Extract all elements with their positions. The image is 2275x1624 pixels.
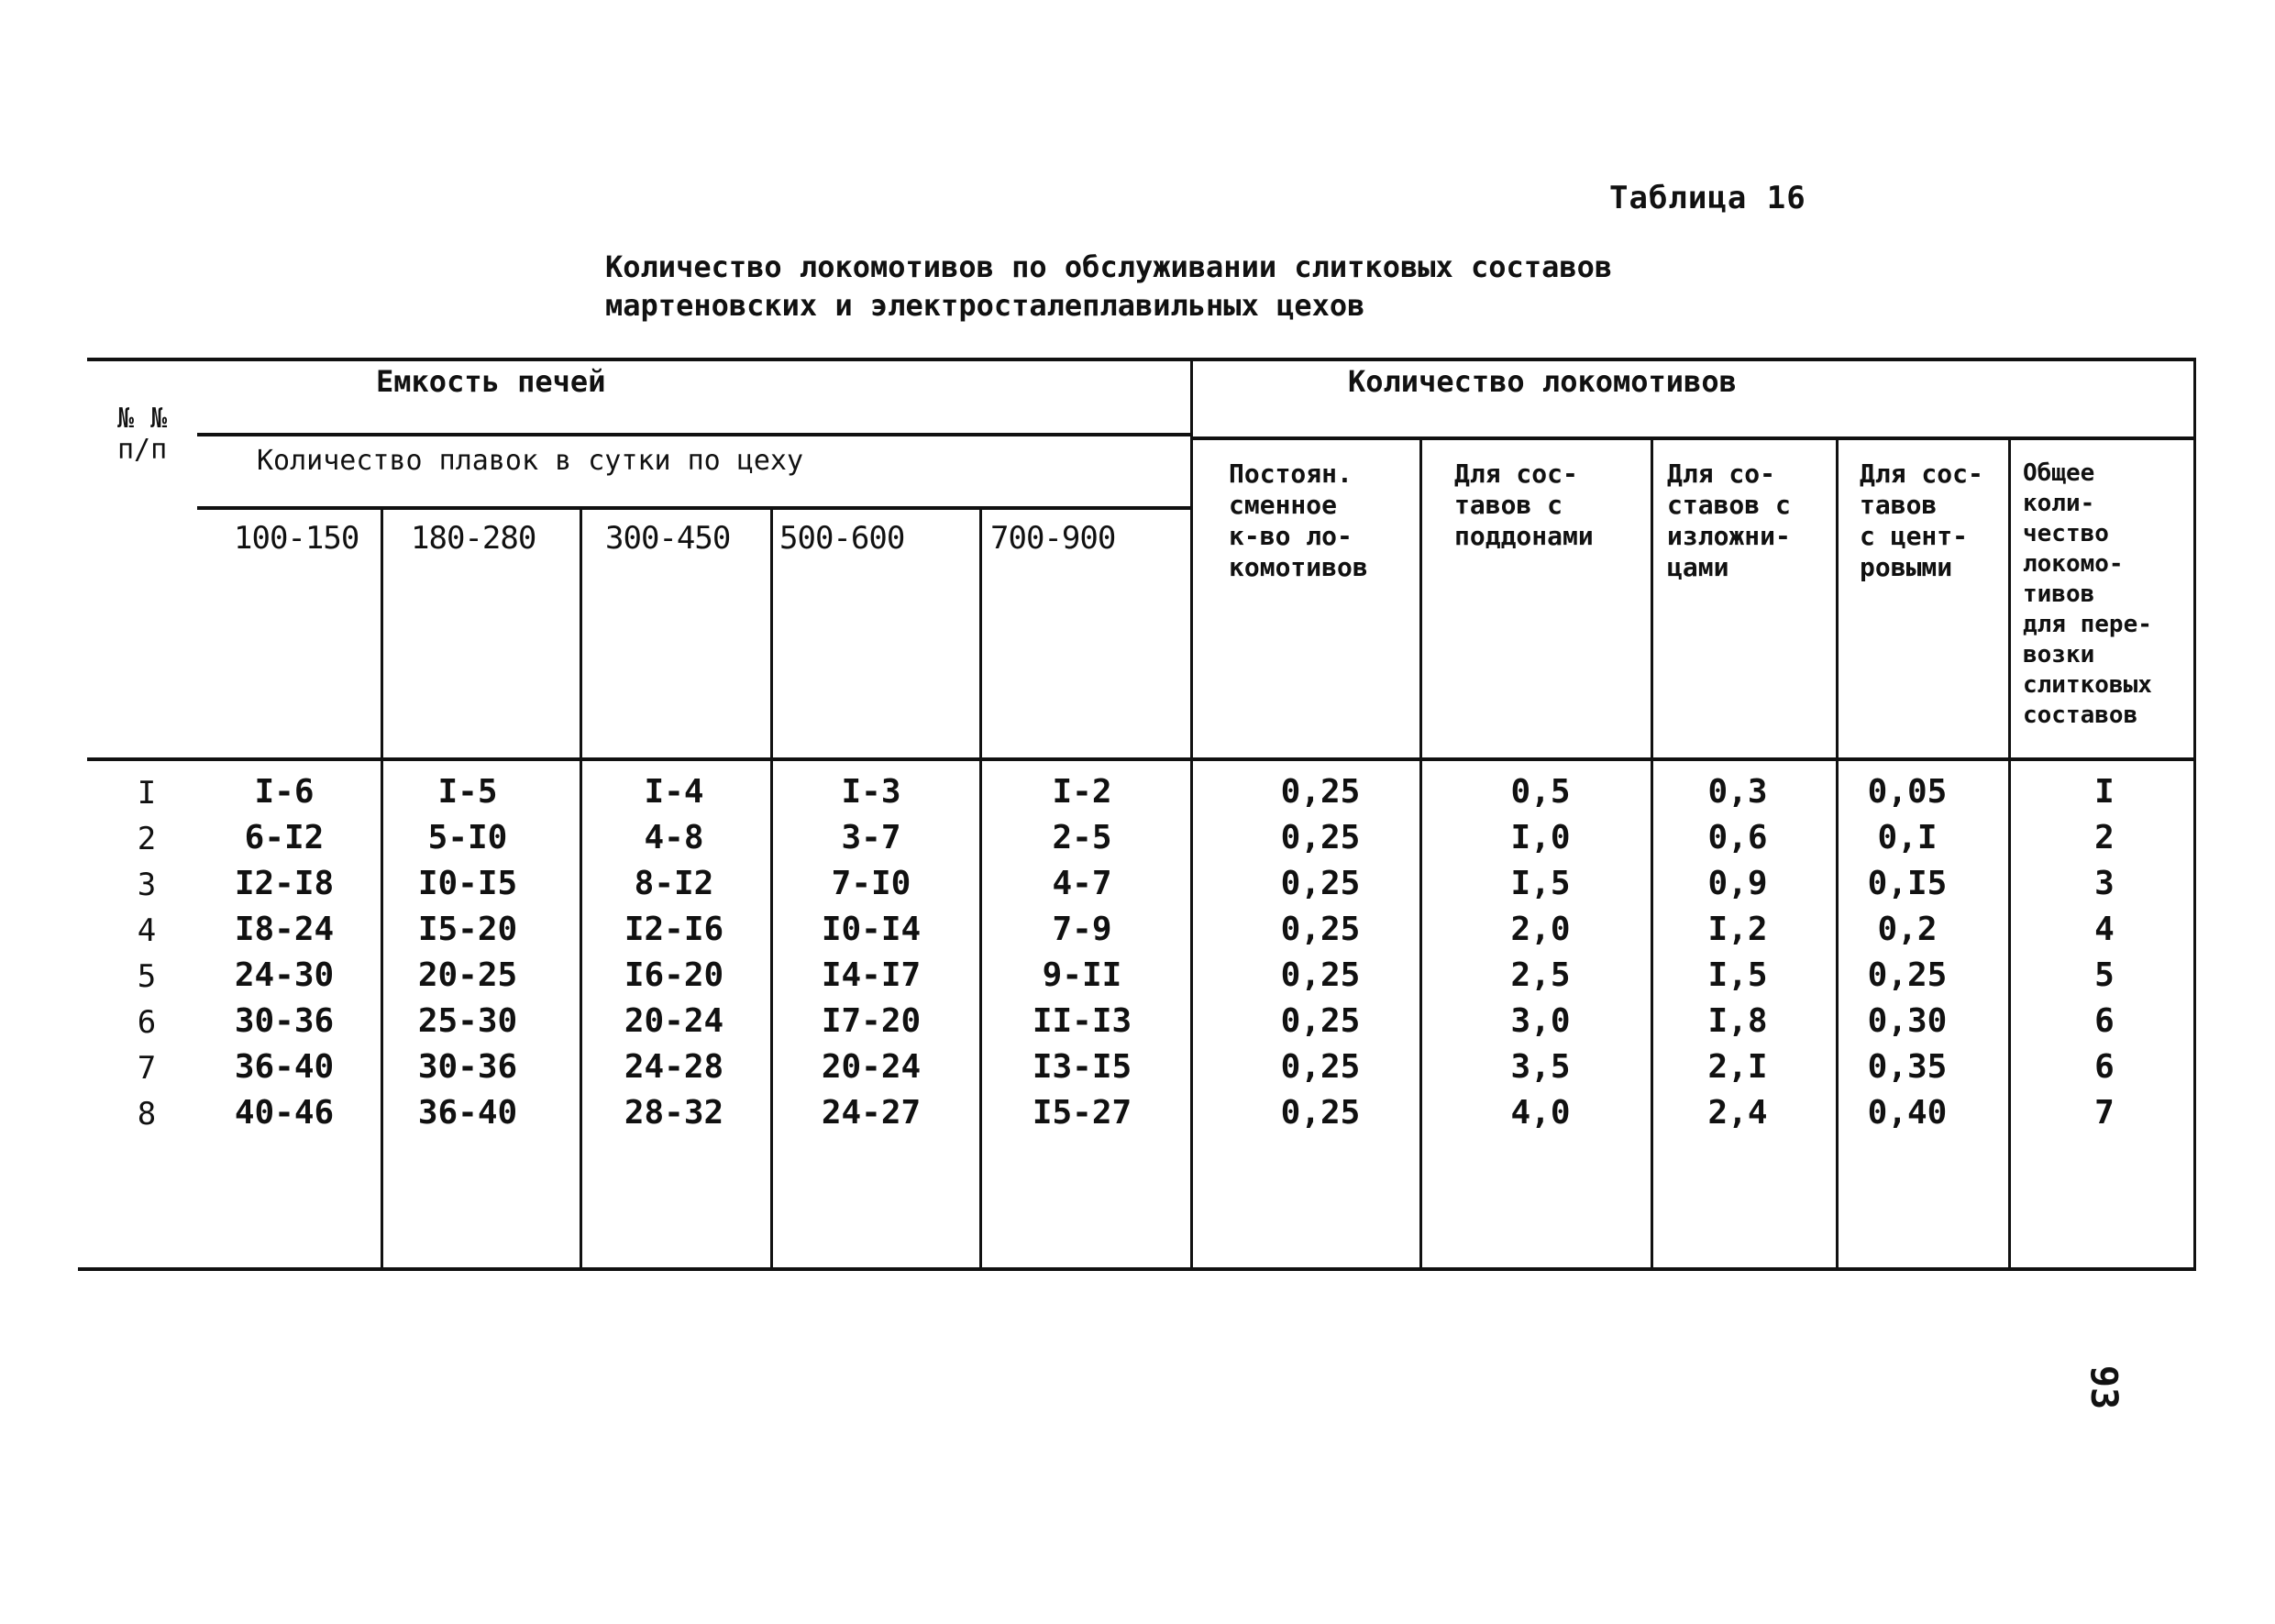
cell-constant: 0,25: [1280, 865, 1361, 902]
col-divider-5: [1419, 436, 1422, 1267]
cell-total: 3: [2094, 865, 2115, 902]
cell-range-1: 36-40: [234, 1048, 335, 1086]
cell-pallets: I,5: [1510, 865, 1571, 902]
cell-center: 0,I5: [1867, 865, 1948, 902]
cell-range-2: 30-36: [417, 1048, 518, 1086]
col-divider-1: [381, 506, 383, 1267]
cell-center: 0,35: [1867, 1048, 1948, 1086]
cell-total: 7: [2094, 1094, 2115, 1132]
caption-line-2: мартеновских и электросталеплавильных цехов: [605, 288, 1365, 323]
cell-pallets: 3,5: [1510, 1048, 1571, 1086]
cell-center: 0,2: [1877, 911, 1938, 948]
cell-range-4: 24-27: [821, 1094, 922, 1132]
locomotives-group-rule: [1192, 436, 2196, 440]
cell-range-1: I-6: [254, 773, 315, 811]
cell-constant: 0,25: [1280, 773, 1361, 811]
cell-range-2: I-5: [437, 773, 498, 811]
cell-range-5: II-I3: [1032, 1002, 1132, 1040]
cell-total: 6: [2094, 1048, 2115, 1086]
table-top-rule: [87, 358, 2196, 361]
page-number: 93: [2082, 1364, 2126, 1410]
row-number-header: № № п/п: [117, 403, 168, 466]
cell-range-4: I-3: [841, 773, 901, 811]
loco-header-constant: Постоян. сменное к-во ло- комотивов: [1229, 458, 1368, 582]
cell-ingot-molds: I,5: [1707, 956, 1768, 994]
col-divider-7: [1836, 436, 1839, 1267]
cell-range-3: 4-8: [644, 819, 704, 856]
cell-range-3: I6-20: [624, 956, 724, 994]
cell-range-4: 20-24: [821, 1048, 922, 1086]
row-number: 8: [137, 1096, 157, 1132]
cell-range-3: 24-28: [624, 1048, 724, 1086]
cell-range-2: 36-40: [417, 1094, 518, 1132]
cell-range-2: 20-25: [417, 956, 518, 994]
cell-range-4: I0-I4: [821, 911, 922, 948]
cell-range-4: I4-I7: [821, 956, 922, 994]
row-number: 5: [137, 958, 157, 995]
cell-center: 0,I: [1877, 819, 1938, 856]
cell-constant: 0,25: [1280, 911, 1361, 948]
cell-range-5: 7-9: [1052, 911, 1112, 948]
cell-total: I: [2094, 773, 2115, 811]
row-number: 6: [137, 1004, 157, 1041]
cell-range-1: I8-24: [234, 911, 335, 948]
cell-range-3: 20-24: [624, 1002, 724, 1040]
row-number: I: [137, 775, 157, 812]
cell-range-4: I7-20: [821, 1002, 922, 1040]
cell-constant: 0,25: [1280, 1094, 1361, 1132]
loco-header-ingot-molds: Для со- ставов с изложни- цами: [1667, 458, 1791, 582]
capacity-group-header: Емкость печей: [376, 364, 606, 399]
locomotives-group-header: Количество локомотивов: [1348, 364, 1737, 399]
capacity-group-rule: [197, 433, 1192, 436]
cell-total: 2: [2094, 819, 2115, 856]
cell-range-5: I-2: [1052, 773, 1112, 811]
table-caption: [605, 248, 1612, 325]
capacity-range-4: 500-600: [779, 520, 905, 557]
cell-constant: 0,25: [1280, 1002, 1361, 1040]
cell-range-2: 25-30: [417, 1002, 518, 1040]
cell-range-3: I-4: [644, 773, 704, 811]
cell-pallets: 2,5: [1510, 956, 1571, 994]
cell-ingot-molds: I,2: [1707, 911, 1768, 948]
capacity-range-5: 700-900: [990, 520, 1116, 557]
cell-pallets: 4,0: [1510, 1094, 1571, 1132]
cell-range-1: 30-36: [234, 1002, 335, 1040]
loco-header-center: Для сос- тавов с цент- ровыми: [1860, 458, 1983, 582]
row-number: 7: [137, 1050, 157, 1087]
row-number: 2: [137, 821, 157, 857]
cell-range-4: 7-I0: [831, 865, 911, 902]
caption-line-1: Количество локомотивов по обслуживании слитковых составов: [605, 249, 1613, 284]
cell-range-1: 6-I2: [244, 819, 325, 856]
col-divider-4: [979, 506, 982, 1267]
cell-range-1: 24-30: [234, 956, 335, 994]
cell-ingot-molds: 0,9: [1707, 865, 1768, 902]
col-divider-6: [1651, 436, 1653, 1267]
row-number: 4: [137, 912, 157, 949]
cell-constant: 0,25: [1280, 1048, 1361, 1086]
cell-pallets: I,0: [1510, 819, 1571, 856]
col-divider-8: [2008, 436, 2011, 1267]
cell-constant: 0,25: [1280, 956, 1361, 994]
cell-pallets: 3,0: [1510, 1002, 1571, 1040]
cell-range-5: 4-7: [1052, 865, 1112, 902]
cell-range-3: 28-32: [624, 1094, 724, 1132]
cell-range-1: I2-I8: [234, 865, 335, 902]
cell-range-2: 5-I0: [427, 819, 508, 856]
row-number: 3: [137, 867, 157, 903]
cell-ingot-molds: 0,6: [1707, 819, 1768, 856]
cell-center: 0,30: [1867, 1002, 1948, 1040]
cell-ingot-molds: I,8: [1707, 1002, 1768, 1040]
cell-pallets: 2,0: [1510, 911, 1571, 948]
capacity-range-2: 180-280: [411, 520, 536, 557]
cell-ingot-molds: 2,I: [1707, 1048, 1768, 1086]
cell-range-2: I5-20: [417, 911, 518, 948]
table-right-border: [2193, 358, 2196, 1267]
capacity-range-3: 300-450: [605, 520, 731, 557]
cell-total: 6: [2094, 1002, 2115, 1040]
cell-range-3: I2-I6: [624, 911, 724, 948]
header-bottom-rule: [87, 757, 2196, 761]
cell-range-4: 3-7: [841, 819, 901, 856]
group-divider: [1190, 358, 1193, 1267]
loco-header-pallets: Для сос- тавов с поддонами: [1454, 458, 1594, 551]
cell-range-5: I3-I5: [1032, 1048, 1132, 1086]
cell-center: 0,40: [1867, 1094, 1948, 1132]
col-divider-3: [770, 506, 773, 1267]
cell-ingot-molds: 0,3: [1707, 773, 1768, 811]
melts-subheader: Количество плавок в сутки по цеху: [257, 445, 804, 477]
table-label: Таблица 16: [1609, 180, 1806, 216]
cell-center: 0,25: [1867, 956, 1948, 994]
cell-range-5: I5-27: [1032, 1094, 1132, 1132]
loco-header-total: Общее коли- чество локомо- тивов для пере- возки слитковых составов: [2023, 459, 2152, 729]
cell-total: 5: [2094, 956, 2115, 994]
capacity-ranges-rule: [197, 506, 1192, 510]
cell-range-5: 9-II: [1042, 956, 1122, 994]
cell-center: 0,05: [1867, 773, 1948, 811]
capacity-range-1: 100-150: [234, 520, 359, 557]
cell-pallets: 0,5: [1510, 773, 1571, 811]
cell-range-5: 2-5: [1052, 819, 1112, 856]
table-bottom-rule: [78, 1267, 2196, 1271]
cell-range-3: 8-I2: [634, 865, 714, 902]
cell-constant: 0,25: [1280, 819, 1361, 856]
cell-range-1: 40-46: [234, 1094, 335, 1132]
cell-range-2: I0-I5: [417, 865, 518, 902]
cell-total: 4: [2094, 911, 2115, 948]
cell-ingot-molds: 2,4: [1707, 1094, 1768, 1132]
col-divider-2: [580, 506, 582, 1267]
